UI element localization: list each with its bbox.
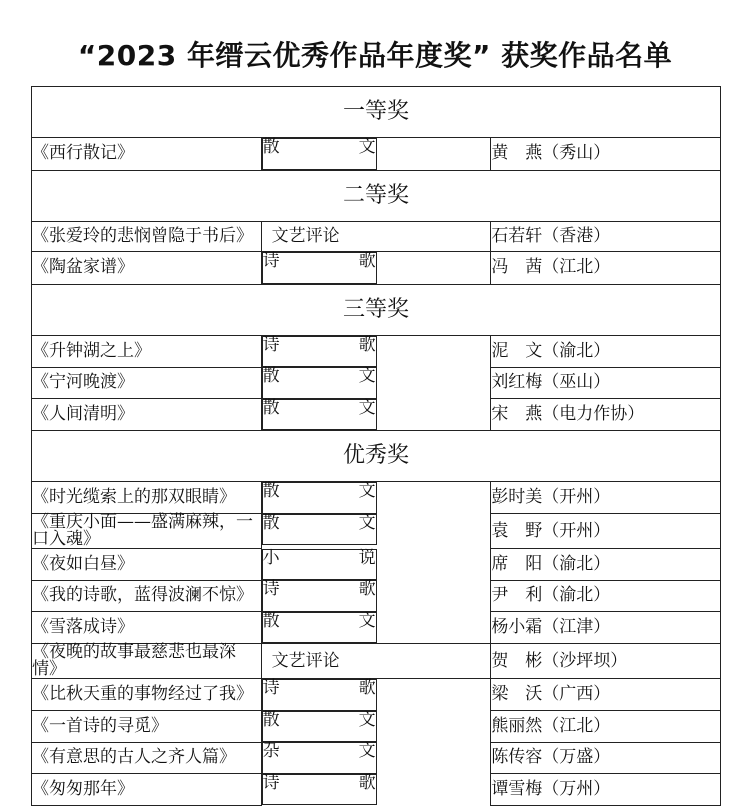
author-name: 席 阳（渝北） bbox=[491, 549, 721, 581]
genre-text: 诗 歌 bbox=[262, 579, 376, 599]
work-genre bbox=[262, 252, 377, 284]
work-genre bbox=[262, 482, 377, 514]
section-header bbox=[32, 170, 721, 221]
work-genre bbox=[262, 742, 377, 774]
genre-text: 诗 歌 bbox=[262, 251, 376, 271]
author-name: 尹 利（渝北） bbox=[491, 580, 721, 612]
author-name: 刘红梅（巫山） bbox=[491, 367, 721, 399]
table-row bbox=[32, 549, 721, 581]
table-row bbox=[32, 399, 721, 431]
genre-text: 诗 歌 bbox=[262, 678, 376, 698]
section-heading: 优秀奖 bbox=[32, 431, 721, 482]
table-row bbox=[32, 612, 721, 644]
genre-text: 散 文 bbox=[262, 366, 376, 386]
genre-text: 散 文 bbox=[262, 481, 376, 501]
work-genre bbox=[262, 679, 377, 711]
table-row bbox=[32, 679, 721, 711]
work-genre bbox=[262, 612, 377, 644]
work-title: 《人间清明》 bbox=[32, 399, 262, 431]
section-heading: 一等奖 bbox=[32, 87, 721, 138]
genre-text: 散 文 bbox=[262, 709, 376, 730]
author-name: 谭雪梅（万州） bbox=[491, 774, 721, 806]
author-name: 袁 野（开州） bbox=[491, 514, 721, 549]
work-title: 《夜如白昼》 bbox=[32, 549, 262, 581]
genre-text: 诗 歌 bbox=[262, 334, 376, 355]
section-header bbox=[32, 431, 721, 482]
work-genre bbox=[262, 549, 377, 581]
genre-text: 文艺评论 bbox=[271, 225, 340, 246]
genre-text: 散 文 bbox=[262, 512, 376, 533]
table-row bbox=[32, 482, 721, 514]
table-row bbox=[32, 252, 721, 285]
table-row bbox=[32, 742, 721, 774]
author-name: 石若轩（香港） bbox=[491, 221, 721, 252]
section-header bbox=[32, 284, 721, 335]
author-name: 贺 彬（沙坪坝） bbox=[491, 644, 721, 679]
table-row bbox=[32, 138, 721, 171]
table-row bbox=[32, 367, 721, 399]
section-heading: 二等奖 bbox=[32, 170, 721, 221]
work-genre bbox=[262, 711, 377, 743]
section-heading: 三等奖 bbox=[32, 284, 721, 335]
author-name: 陈传容（万盛） bbox=[491, 742, 721, 774]
section-header bbox=[32, 87, 721, 138]
table-row bbox=[32, 580, 721, 612]
table-row bbox=[32, 774, 721, 806]
genre-text: 散 文 bbox=[262, 137, 376, 157]
table-row bbox=[32, 221, 721, 252]
author-name: 熊丽然（江北） bbox=[491, 711, 721, 743]
work-genre bbox=[262, 138, 377, 170]
work-title: 《时光缆索上的那双眼睛》 bbox=[32, 482, 262, 514]
work-genre bbox=[262, 514, 377, 546]
genre-text: 小 说 bbox=[262, 547, 376, 568]
work-title: 《张爱玲的悲悯曾隐于书后》 bbox=[32, 221, 262, 252]
work-title: 《雪落成诗》 bbox=[32, 612, 262, 644]
work-title: 《匆匆那年》 bbox=[32, 774, 262, 806]
awards-table bbox=[31, 86, 721, 806]
author-name: 冯 茜（江北） bbox=[491, 252, 721, 285]
author-name: 杨小霜（江津） bbox=[491, 612, 721, 644]
genre-text: 杂 文 bbox=[262, 741, 376, 761]
genre-text: 文艺评论 bbox=[271, 650, 340, 671]
work-genre bbox=[262, 774, 377, 806]
genre-text: 散 文 bbox=[262, 610, 376, 631]
table-row bbox=[32, 514, 721, 549]
table-row bbox=[32, 644, 721, 679]
work-title: 《升钟湖之上》 bbox=[32, 335, 262, 367]
table-row bbox=[32, 711, 721, 743]
work-title: 《夜晚的故事最慈悲也最深情》 bbox=[32, 644, 262, 679]
work-genre bbox=[261, 221, 491, 252]
work-title: 《宁河晚渡》 bbox=[32, 367, 262, 399]
work-title: 《陶盆家谱》 bbox=[32, 252, 262, 285]
author-name: 宋 燕（电力作协） bbox=[491, 399, 721, 431]
author-name: 泥 文（渝北） bbox=[491, 335, 721, 367]
work-title: 《重庆小面——盛满麻辣，一口入魂》 bbox=[32, 514, 262, 549]
table-row bbox=[32, 335, 721, 367]
work-title: 《西行散记》 bbox=[32, 138, 262, 171]
work-genre bbox=[262, 336, 377, 368]
work-title: 《一首诗的寻觅》 bbox=[32, 711, 262, 743]
work-genre bbox=[261, 644, 491, 679]
author-name: 梁 沃（广西） bbox=[491, 679, 721, 711]
work-genre bbox=[262, 367, 377, 399]
author-name: 彭时美（开州） bbox=[491, 482, 721, 514]
genre-text: 散 文 bbox=[262, 397, 376, 418]
genre-text: 诗 歌 bbox=[262, 772, 376, 793]
work-genre bbox=[262, 399, 377, 431]
page-title: “2023 年缙云优秀作品年度奖” 获奖作品名单 bbox=[77, 39, 673, 72]
work-genre bbox=[262, 580, 377, 612]
work-title: 《我的诗歌，蓝得波澜不惊》 bbox=[32, 580, 262, 612]
work-title: 《有意思的古人之齐人篇》 bbox=[32, 742, 262, 774]
author-name: 黄 燕（秀山） bbox=[491, 138, 721, 171]
work-title: 《比秋天重的事物经过了我》 bbox=[32, 679, 262, 711]
